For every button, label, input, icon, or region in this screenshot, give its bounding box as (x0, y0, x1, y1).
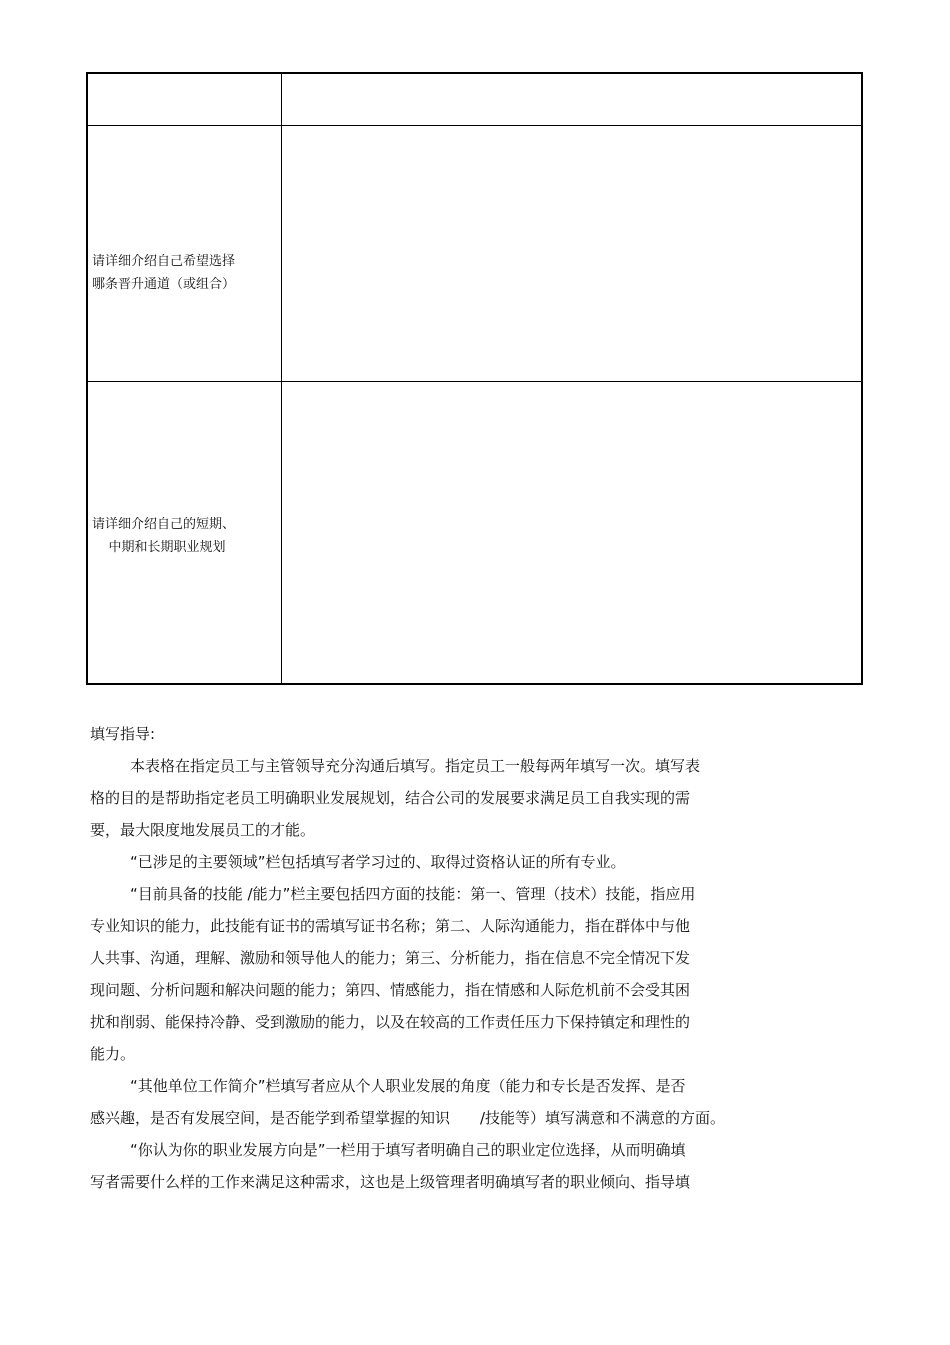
row-label-cell (88, 74, 282, 125)
guide-line: 感兴趣，是否有发展空间，是否能学到希望掌握的知识 /技能等）填写满意和不满意的方面。 (90, 1109, 726, 1127)
guide-line: 写者需要什么样的工作来满足这种需求，这也是上级管理者明确填写者的职业倾向、指导填 (90, 1173, 691, 1191)
guide-paragraph (90, 846, 850, 878)
table-row (88, 126, 861, 382)
guide-paragraph (90, 1134, 850, 1198)
guide-line: 要，最大限度地发展员工的才能。 (90, 821, 316, 839)
row-label-cell (88, 382, 282, 685)
guide-line: “目前具备的技能 /能力”栏主要包括四方面的技能：第一、管理（技术）技能，指应用 (130, 885, 696, 903)
guide-line: “已涉足的主要领域”栏包括填写者学习过的、取得过资格认证的所有专业。 (130, 853, 626, 871)
guide-line: 格的目的是帮助指定老员工明确职业发展规划，结合公司的发展要求满足员工自我实现的需 (90, 789, 691, 807)
guide-line: 扰和削弱、能保持冷静、受到激励的能力，以及在较高的工作责任压力下保持镇定和理性的 (90, 1013, 691, 1031)
guide-paragraph (90, 750, 850, 846)
guide-line: “其他单位工作简介”栏填写者应从个人职业发展的角度（能力和专长是否发挥、是否 (130, 1077, 686, 1095)
guide-line: 能力。 (90, 1045, 136, 1063)
career-plan-answer[interactable] (282, 382, 861, 685)
table-row (88, 382, 861, 685)
guide-line: “你认为你的职业发展方向是”一栏用于填写者明确自己的职业定位选择，从而明确填 (130, 1141, 686, 1159)
guide-line: 人共事、沟通，理解、激励和领导他人的能力；第三、分析能力，指在信息不完全情况下发 (90, 949, 691, 967)
promotion-channel-answer[interactable] (282, 126, 861, 381)
career-plan-label: 请详细介绍自己的短期、 中期和长期职业规划 (92, 517, 236, 555)
guide-paragraph (90, 1070, 850, 1134)
row-value-cell[interactable] (282, 74, 861, 125)
table-row (88, 74, 861, 126)
row-label-cell (88, 126, 282, 381)
guide-line: 本表格在指定员工与主管领导充分沟通后填写。指定员工一般每两年填写一次。填写表 (130, 757, 701, 775)
guide-line: 专业知识的能力，此技能有证书的需填写证书名称；第二、人际沟通能力，指在群体中与他 (90, 917, 691, 935)
guide-line: 现问题、分析问题和解决问题的能力；第四、情感能力，指在情感和人际危机前不会受其困 (90, 981, 691, 999)
career-plan-table (86, 72, 863, 685)
fill-guide (90, 718, 850, 1198)
promotion-channel-label: 请详细介绍自己希望选择 哪条晋升通道（或组合） (92, 254, 236, 292)
guide-heading: 填写指导: (90, 725, 156, 743)
guide-paragraph (90, 878, 850, 1070)
